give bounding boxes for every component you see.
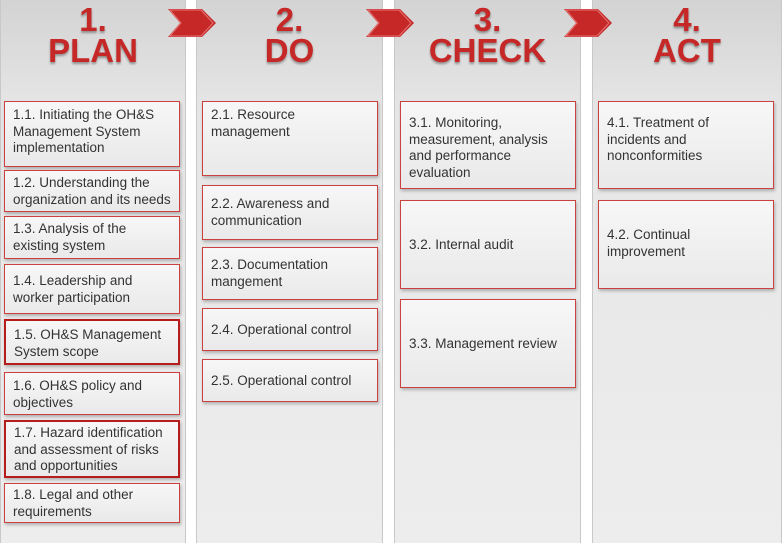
do-step-box — [202, 308, 378, 351]
step-text: 2.3. Documentation mangement — [211, 257, 329, 289]
check-step-box — [400, 200, 576, 289]
step-text: 2.2. Awareness and communication — [211, 196, 330, 228]
step-text: 3.1. Monitoring, measurement, analysis and performance evaluation — [409, 115, 548, 180]
step-text: 2.5. Operational control — [211, 373, 352, 388]
do-step-box — [202, 101, 378, 176]
step-text: 3.3. Management review — [409, 336, 557, 351]
plan-step-box — [4, 216, 180, 259]
step-text: 1.2. Understanding the organization and its needs — [13, 175, 171, 207]
column-heading — [593, 1, 781, 69]
step-text: 2.4. Operational control — [211, 322, 352, 337]
chevron-right-arrow-icon — [366, 9, 414, 37]
plan-step-box — [4, 264, 180, 314]
column-number: 2. — [275, 1, 304, 38]
check-step-box — [400, 299, 576, 388]
check-step-box — [400, 101, 576, 189]
do-step-box — [202, 185, 378, 240]
step-text: 4.1. Treatment of incidents and nonconformities — [607, 115, 710, 163]
step-text: 1.4. Leadership and worker participation — [13, 273, 133, 305]
plan-step-box — [4, 420, 180, 478]
column-title: ACT — [653, 32, 721, 69]
step-text: 1.7. Hazard identification and assessment of risks and opportunities — [14, 425, 163, 473]
plan-step-box — [4, 483, 180, 523]
chevron-right-arrow-icon — [564, 9, 612, 37]
plan-step-box — [4, 372, 180, 415]
step-text: 1.5. OH&S Management System scope — [14, 327, 162, 359]
column-heading — [1, 1, 185, 69]
column-number: 3. — [473, 1, 502, 38]
do-step-box — [202, 359, 378, 402]
plan-step-box — [4, 319, 180, 365]
step-text: 1.8. Legal and other requirements — [13, 487, 134, 519]
step-text: 3.2. Internal audit — [409, 237, 514, 252]
column-heading — [197, 1, 382, 69]
plan-step-box — [4, 101, 180, 167]
column-number: 4. — [673, 1, 701, 38]
do-step-box — [202, 247, 378, 300]
column-heading — [395, 1, 580, 69]
column-title: CHECK — [428, 32, 547, 69]
chevron-right-arrow-icon — [168, 9, 216, 37]
step-text: 1.6. OH&S policy and objectives — [13, 378, 143, 410]
column-number: 1. — [79, 1, 107, 38]
column-title: PLAN — [48, 32, 138, 69]
step-text: 1.1. Initiating the OH&S Management System implementation — [13, 107, 155, 155]
plan-step-box — [4, 170, 180, 212]
column-title: DO — [264, 32, 315, 69]
step-text: 1.3. Analysis of the existing system — [13, 221, 127, 253]
step-text: 4.2. Continual improvement — [607, 227, 691, 259]
act-step-box — [598, 101, 774, 189]
step-text: 2.1. Resource management — [211, 107, 296, 139]
act-step-box — [598, 200, 774, 289]
